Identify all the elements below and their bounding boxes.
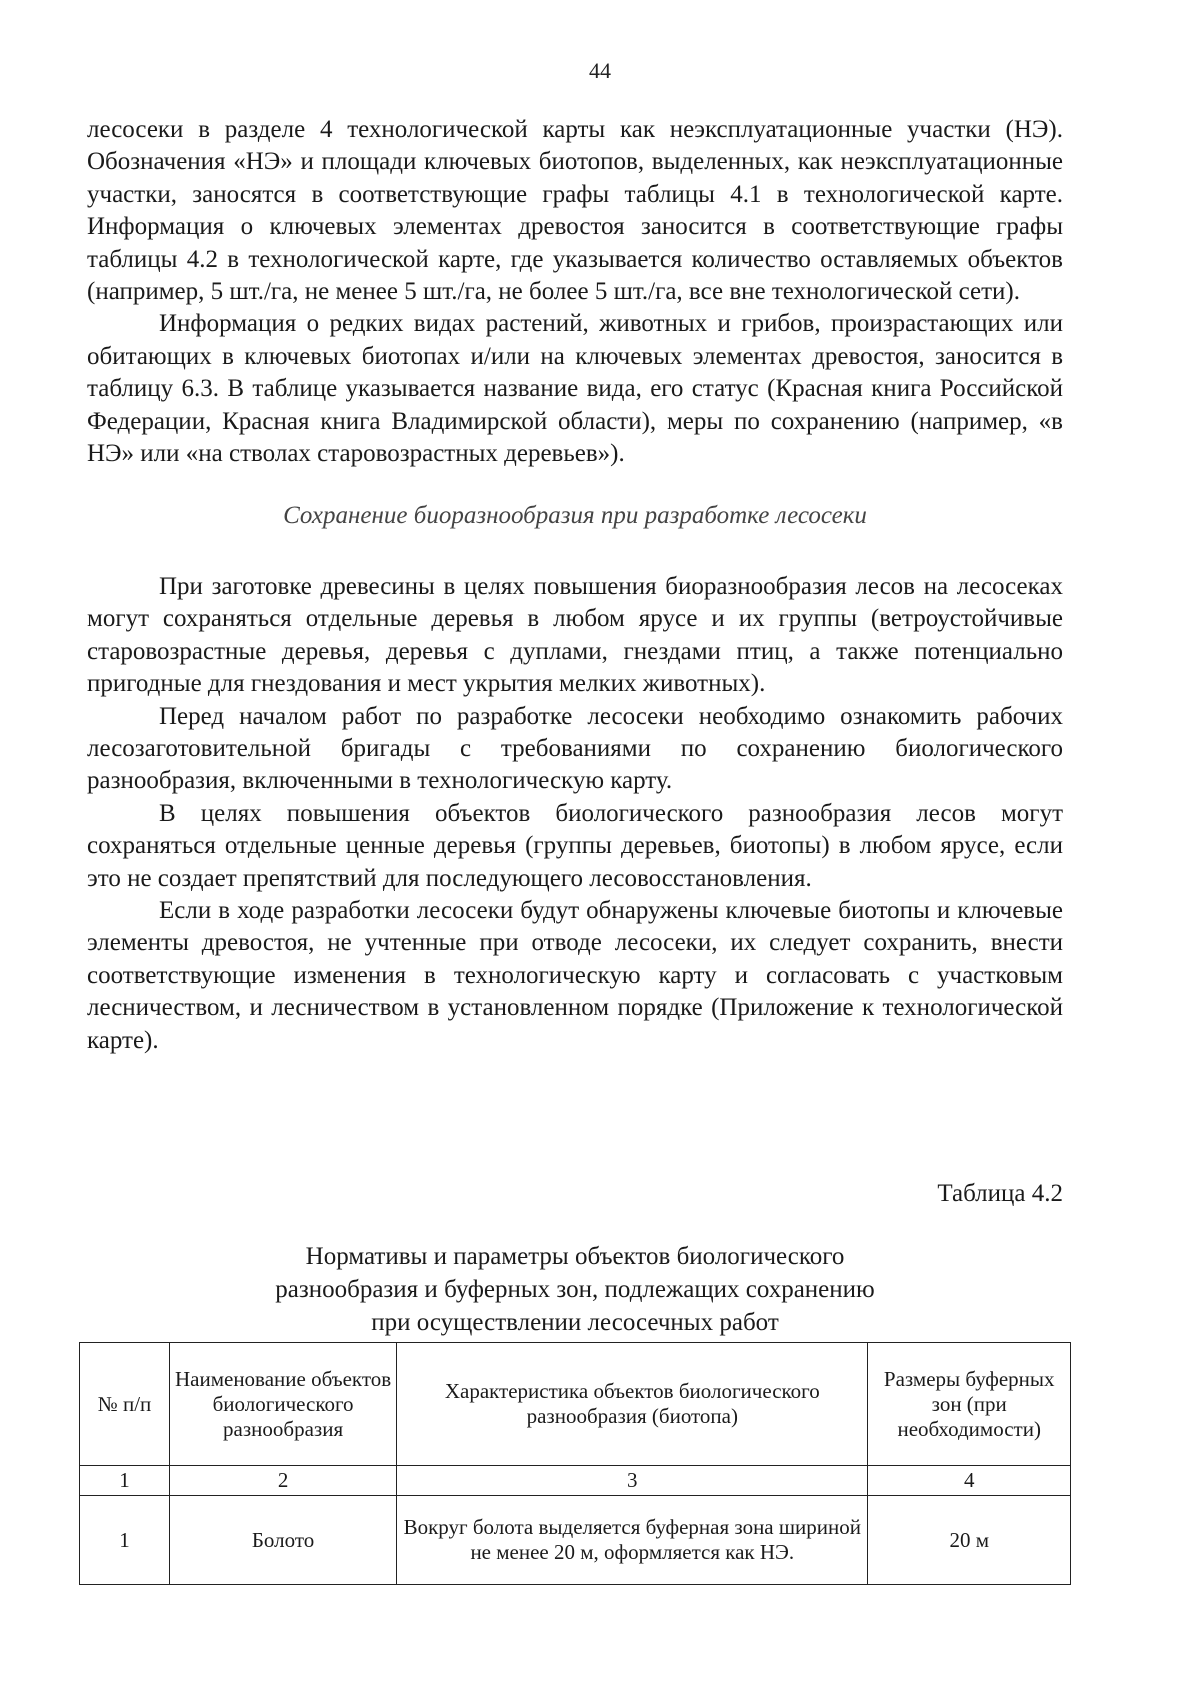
table-cell: 1	[80, 1496, 170, 1585]
norms-table	[79, 1342, 1071, 1585]
table-title-line: разнообразия и буферных зон, подлежащих сохранению	[275, 1276, 875, 1303]
table-cell: Вокруг болота выделяется буферная зона шириной не менее 20 м, оформляется как НЭ.	[397, 1496, 868, 1585]
paragraph: Перед началом работ по разработке лесосеки необходимо ознакомить рабочих лесозаготовительной бригады с требованиями по сохранению биологического разнообразия, включенными в технологическую карту.	[87, 702, 1063, 795]
column-number: 2	[169, 1466, 396, 1496]
header-cell-characteristic: Характеристика объектов биологического разнообразия (биотопа)	[397, 1343, 868, 1466]
table-cell: Болото	[169, 1496, 396, 1585]
column-number: 3	[397, 1466, 868, 1496]
table-title-line: Нормативы и параметры объектов биологического	[305, 1243, 845, 1270]
paragraph: При заготовке древесины в целях повышения биоразнообразия лесов на лесосеках могут сохраняться отдельные деревья в любом ярусе и их группы (ветроустойчивые старовозрастные деревья, деревья с дуплами, гнездами птиц, а также потенциально пригодные для гнездования и мест укрытия мелких животных).	[87, 572, 1063, 698]
paragraph: лесосеки в разделе 4 технологической карты как неэксплуатационные участки (НЭ). Обозначения «НЭ» и площади ключевых биотопов, выделенных, как неэксплуатационные участки, заносятся в соответствующие графы таблицы 4.1 в технологической карте. Информация о ключевых элементах древостоя заносится в соответствующие графы таблицы 4.2 в технологической карте, где указывается количество оставляемых объектов (например, 5 шт./га, не менее 5 шт./га, не более 5 шт./га, все вне технологической сети).	[87, 116, 1063, 306]
header-cell-number: № п/п	[80, 1343, 170, 1466]
column-number: 4	[868, 1466, 1071, 1496]
paragraph: Информация о редких видах растений, животных и грибов, произрастающих или обитающих в ключевых биотопах и/или на ключевых элементах древостоя, заносится в таблицу 6.3. В таблице указывается название вида, его статус (Красная книга Российской Федерации, Красная книга Владимирской области), меры по сохранению (например, «в НЭ» или «на стволах старовозрастных деревьев»).	[87, 310, 1063, 468]
paragraph: Если в ходе разработки лесосеки будут обнаружены ключевые биотопы и ключевые элементы древостоя, не учтенные при отводе лесосеки, их следует сохранить, внести соответствующие изменения в технологическую карту и согласовать с участковым лесничеством, и лесничеством в установленном порядке (Приложение к технологической карте).	[87, 896, 1063, 1054]
paragraph: В целях повышения объектов биологического разнообразия лесов могут сохраняться отдельные ценные деревья (группы деревьев, биотопы) в любом ярусе, если это не создает препятствий для последующего лесовосстановления.	[87, 799, 1063, 892]
section-heading: Сохранение биоразнообразия при разработке лесосеки	[283, 502, 867, 530]
table-row	[80, 1496, 1071, 1585]
table-title-line: при осуществлении лесосечных работ	[371, 1309, 779, 1336]
header-cell-name: Наименование объектов биологического разнообразия	[169, 1343, 396, 1466]
table-title	[87, 1240, 1063, 1339]
header-cell-buffer-size: Размеры буферных зон (при необходимости)	[868, 1343, 1071, 1466]
page-number: 44	[589, 58, 611, 83]
table-cell: 20 м	[868, 1496, 1071, 1585]
table-caption: Таблица 4.2	[937, 1180, 1063, 1207]
column-number: 1	[80, 1466, 170, 1496]
body-text	[87, 114, 1063, 1057]
table-header-row	[80, 1343, 1071, 1466]
column-number-row	[80, 1466, 1071, 1496]
